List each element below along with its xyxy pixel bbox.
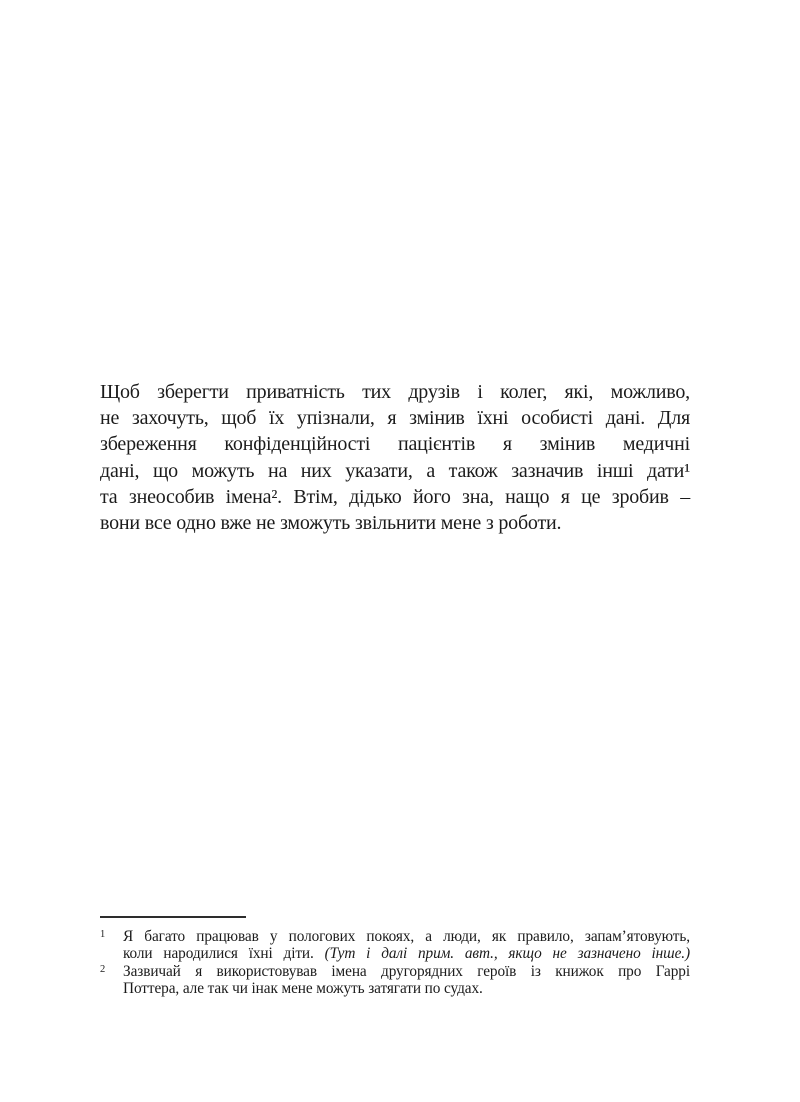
footnote-1-line-1: Я багато працював у пологових покоях, а люди, як правило, запам’ятовують, <box>123 928 690 945</box>
footnote-2-line-1: Зазвичай я використовував імена другорядних героїв із книжок про Гаррі <box>123 962 690 980</box>
footnote-2 <box>100 963 690 998</box>
paragraph-line-5: та знеособив імена². Втім, дідько його зна, нащо я це зробив – <box>100 485 690 508</box>
paragraph-line-4: дані, що можуть на них указати, а також зазначив інші дати¹ <box>100 459 690 482</box>
footnote-2-marker: 2 <box>100 963 106 975</box>
paragraph-line-2: не захочуть, щоб їх упізнали, я змінив їхні особисті дані. Для <box>100 407 690 430</box>
footnotes-block <box>100 928 690 998</box>
footnote-1-text <box>123 928 690 963</box>
paragraph-line-6: вони все одно вже не зможуть звільнити мене з роботи. <box>100 512 562 535</box>
footnote-2-text <box>123 963 690 998</box>
footnote-2-line-2: Поттера, але так чи інак мене можуть затягати по судах. <box>123 980 483 998</box>
footnote-1-line-2-author-note: (Тут і далі прим. авт., якщо не зазначено інше.) <box>324 945 690 963</box>
footnote-1-marker: 1 <box>100 929 106 940</box>
footnote-1-line-2-roman: коли народилися їхні діти. <box>123 945 325 963</box>
footnote-1 <box>100 928 690 963</box>
footnote-separator-rule <box>100 916 246 918</box>
footnote-1-line-2 <box>123 945 690 962</box>
paragraph-line-1: Щоб зберегти приватність тих друзів і колег, які, можливо, <box>100 381 690 403</box>
paragraph-line-3: збереження конфіденційності пацієнтів я змінив медичні <box>100 433 690 456</box>
body-paragraph <box>100 379 690 536</box>
